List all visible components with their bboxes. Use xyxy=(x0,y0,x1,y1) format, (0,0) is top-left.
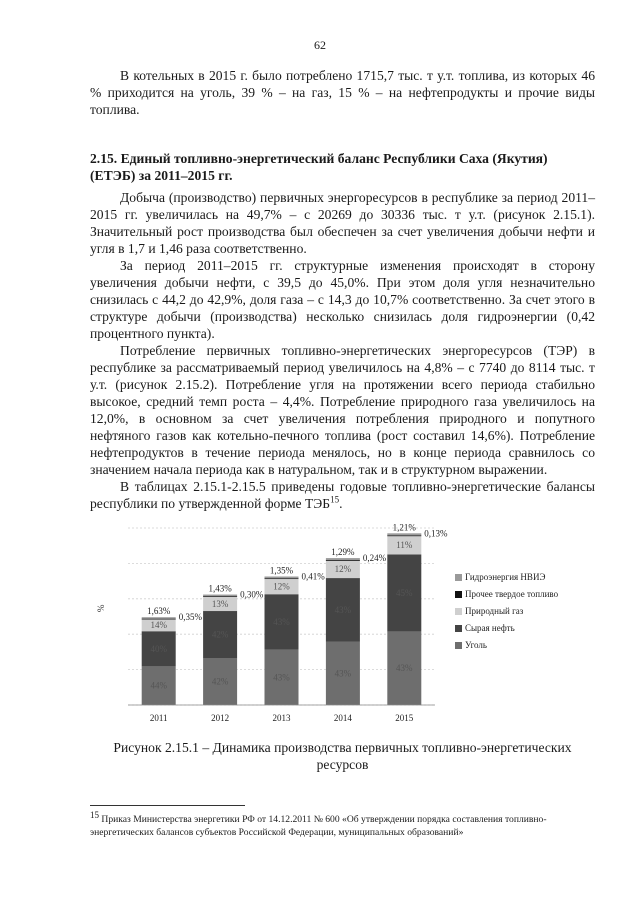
x-tick-label: 2015 xyxy=(395,713,414,723)
legend-entry: Прочее твердое топливо xyxy=(465,589,559,599)
legend-entry: Сырая нефть xyxy=(465,623,515,633)
footnote-mark: 15 xyxy=(90,809,99,820)
figure-caption: Рисунок 2.15.1 – Динамика производства первичных топливно-энергетических ресурсов xyxy=(113,740,572,772)
legend-entry: Уголь xyxy=(465,640,488,650)
data-label-hydro: 1,21% xyxy=(392,522,416,533)
footnote xyxy=(90,809,595,839)
x-tick-label: 2012 xyxy=(211,713,230,723)
bar-segment-2012-4 xyxy=(203,595,237,597)
paragraph-tables-end: . xyxy=(339,496,343,511)
legend-entry: Гидроэнергия НВИЭ xyxy=(465,572,546,582)
data-label-hydro: 1,29% xyxy=(331,547,355,558)
data-label: 12% xyxy=(334,564,352,575)
data-label-solid-fuel: 0,35% xyxy=(178,612,202,623)
legend-swatch xyxy=(455,591,462,598)
data-label-hydro: 1,63% xyxy=(147,606,171,617)
data-label: 13% xyxy=(211,598,229,609)
data-label: 14% xyxy=(150,620,167,631)
paragraph-tables xyxy=(90,478,595,512)
section-heading: 2.15. Единый топливно-энергетический баланс Республики Саха (Якутия) (ЕТЭБ) за 2011–2015 гг. xyxy=(90,151,548,183)
data-label: 12% xyxy=(273,581,290,592)
bar-segment-2012-3 xyxy=(203,596,237,597)
paragraph-consumption: Потребление первичных топливно-энергетических энергоресурсов (ТЭР) в республике за рассматриваемый период увеличилось на 4,8% – с 7740 до 8114 тыс. т у.т. (рисунок 2.15.2). Потребление угля на протяжении всего периода стабильно высокое, средний темп роста – 4,4%. Потребление природного газа увеличилось на 12,0%, в основном за счет увеличения потребления природного и попутного нефтяного газов как котельно-печного топлива (рост составил 14,6%). Потребление нефтепродуктов в течение периода менялось, но в конце периода сравнилось со значением начала периода как в натуральном, так и в структурном выражении. xyxy=(90,343,595,477)
legend-swatch xyxy=(455,574,462,581)
data-label: 40% xyxy=(150,643,167,654)
data-label-solid-fuel: 0,13% xyxy=(424,528,448,539)
footnote-text: Приказ Министерства энергетики РФ от 14.12.2011 № 600 «Об утверждении порядка составления топливно-энергетических балансов субъектов Российской Федерации, муниципальных образований» xyxy=(90,814,547,838)
y-axis-label: % xyxy=(96,604,106,612)
data-label: 43% xyxy=(273,616,290,627)
data-label: 43% xyxy=(273,672,290,683)
bar-segment-2015-3 xyxy=(387,535,421,536)
legend-swatch xyxy=(455,642,462,649)
paragraph-tables-text: В таблицах 2.15.1-2.15.5 приведены годовые топливно-энергетические балансы республики по утвержденной форме ТЭБ xyxy=(90,479,595,511)
data-label: 43% xyxy=(396,663,413,674)
data-label-hydro: 1,35% xyxy=(269,565,294,576)
intro-paragraph xyxy=(90,67,595,118)
data-label: 45% xyxy=(396,587,413,598)
data-label-solid-fuel: 0,41% xyxy=(301,571,325,582)
data-label-solid-fuel: 0,30% xyxy=(240,589,264,600)
x-tick-label: 2013 xyxy=(272,713,291,723)
x-tick-label: 2014 xyxy=(333,713,352,723)
data-label: 42% xyxy=(211,676,229,687)
paragraph-production: Добыча (производство) первичных энергоресурсов в республике за период 2011–2015 гг. увеличилась на 49,7% – с 20269 до 30336 тыс. т у.т. (рисунок 2.15.1). Значительный рост производства был обеспечен за счет увеличения добычи нефти и угля в 1,7 и 1,46 раза соответственно. xyxy=(90,190,595,256)
data-label: 43% xyxy=(334,604,352,615)
bar-segment-2013-4 xyxy=(265,576,299,578)
data-label: 42% xyxy=(211,629,229,640)
legend-swatch xyxy=(455,608,462,615)
production-chart xyxy=(90,520,595,732)
bar-segment-2014-3 xyxy=(326,560,360,561)
data-label-hydro: 1,43% xyxy=(208,583,232,594)
bar-segment-2011-4 xyxy=(142,617,176,618)
x-tick-label: 2011 xyxy=(149,713,168,723)
legend-swatch xyxy=(455,625,462,632)
chart-axis xyxy=(128,705,435,723)
data-label-solid-fuel: 0,24% xyxy=(362,553,387,564)
page-number: 62 xyxy=(314,38,326,52)
data-label: 11% xyxy=(396,540,413,551)
bar-segment-2015-4 xyxy=(387,533,421,535)
data-label: 43% xyxy=(334,668,352,679)
body-text xyxy=(90,189,595,512)
chart-legend xyxy=(455,572,559,650)
footnote-reference[interactable]: 15 xyxy=(330,494,340,505)
paragraph-structure: За период 2011–2015 гг. структурные изменения происходят в сторону увеличения добычи нефти, с 39,5 до 45,0%. При этом доля угля незначительно снизилась с 44,2 до 42,9%, доля газа – с 14,3 до 10,7% соответственно. За счет этого в структуре добычи (производства) несколько снизилась доля гидроэнергии (0,42 процентного пункта). xyxy=(90,258,595,341)
intro-text: В котельных в 2015 г. было потреблено 1715,7 тыс. т у.т. топлива, из которых 46 % приходится на уголь, 39 % – на газ, 15 % – на нефтепродукты и прочие виды топлива. xyxy=(90,68,595,117)
data-label: 44% xyxy=(150,680,167,691)
bar-segment-2014-4 xyxy=(326,558,360,560)
legend-entry: Природный газ xyxy=(465,606,524,616)
bar-segment-2013-3 xyxy=(265,578,299,579)
footnote-divider xyxy=(90,805,245,806)
